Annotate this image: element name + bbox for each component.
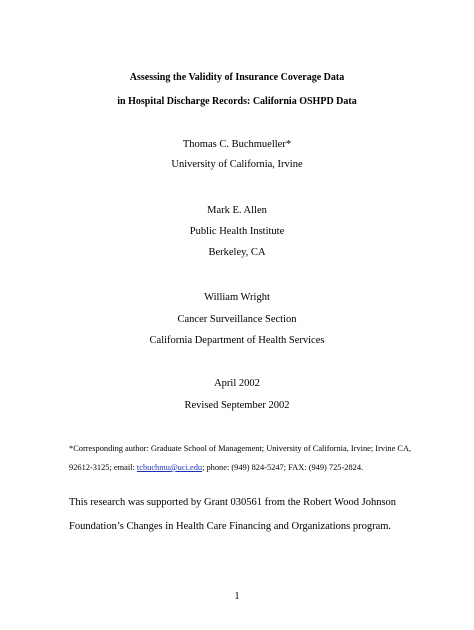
footnote-line-1: *Corresponding author: Graduate School of Management; University of California, Irvine; Irvine CA, <box>69 444 412 453</box>
page-number: 1 <box>234 591 240 602</box>
author-2-affiliation-2: Berkeley, CA <box>208 247 266 258</box>
title-line-1: Assessing the Validity of Insurance Coverage Data <box>129 72 345 83</box>
funding-line-2: Foundation’s Changes in Health Care Financing and Organizations program. <box>69 521 392 532</box>
author-2-name: Mark E. Allen <box>207 205 267 216</box>
funding-line-1: This research was supported by Grant 030561 from the Robert Wood Johnson <box>69 497 397 508</box>
date-revised: Revised September 2002 <box>184 400 290 411</box>
author-2-affiliation-1: Public Health Institute <box>189 226 285 237</box>
date-original: April 2002 <box>214 378 260 389</box>
footnote-suffix: ; phone: (949) 824-5247; FAX: (949) 725-2824. <box>202 463 364 472</box>
author-3-affiliation-1: Cancer Surveillance Section <box>177 314 297 325</box>
footnote-line-2 <box>69 462 409 474</box>
author-1-affiliation: University of California, Irvine <box>171 159 303 170</box>
author-3-name: William Wright <box>204 292 270 303</box>
title-line-2: in Hospital Discharge Records: California OSHPD Data <box>117 96 357 107</box>
author-3-affiliation-2: California Department of Health Services <box>149 335 325 346</box>
footnote-prefix: 92612-3125; email: <box>69 463 137 472</box>
author-1-name: Thomas C. Buchmueller* <box>182 139 292 150</box>
email-link[interactable]: tcbuchmu@uci.edu <box>136 463 203 472</box>
